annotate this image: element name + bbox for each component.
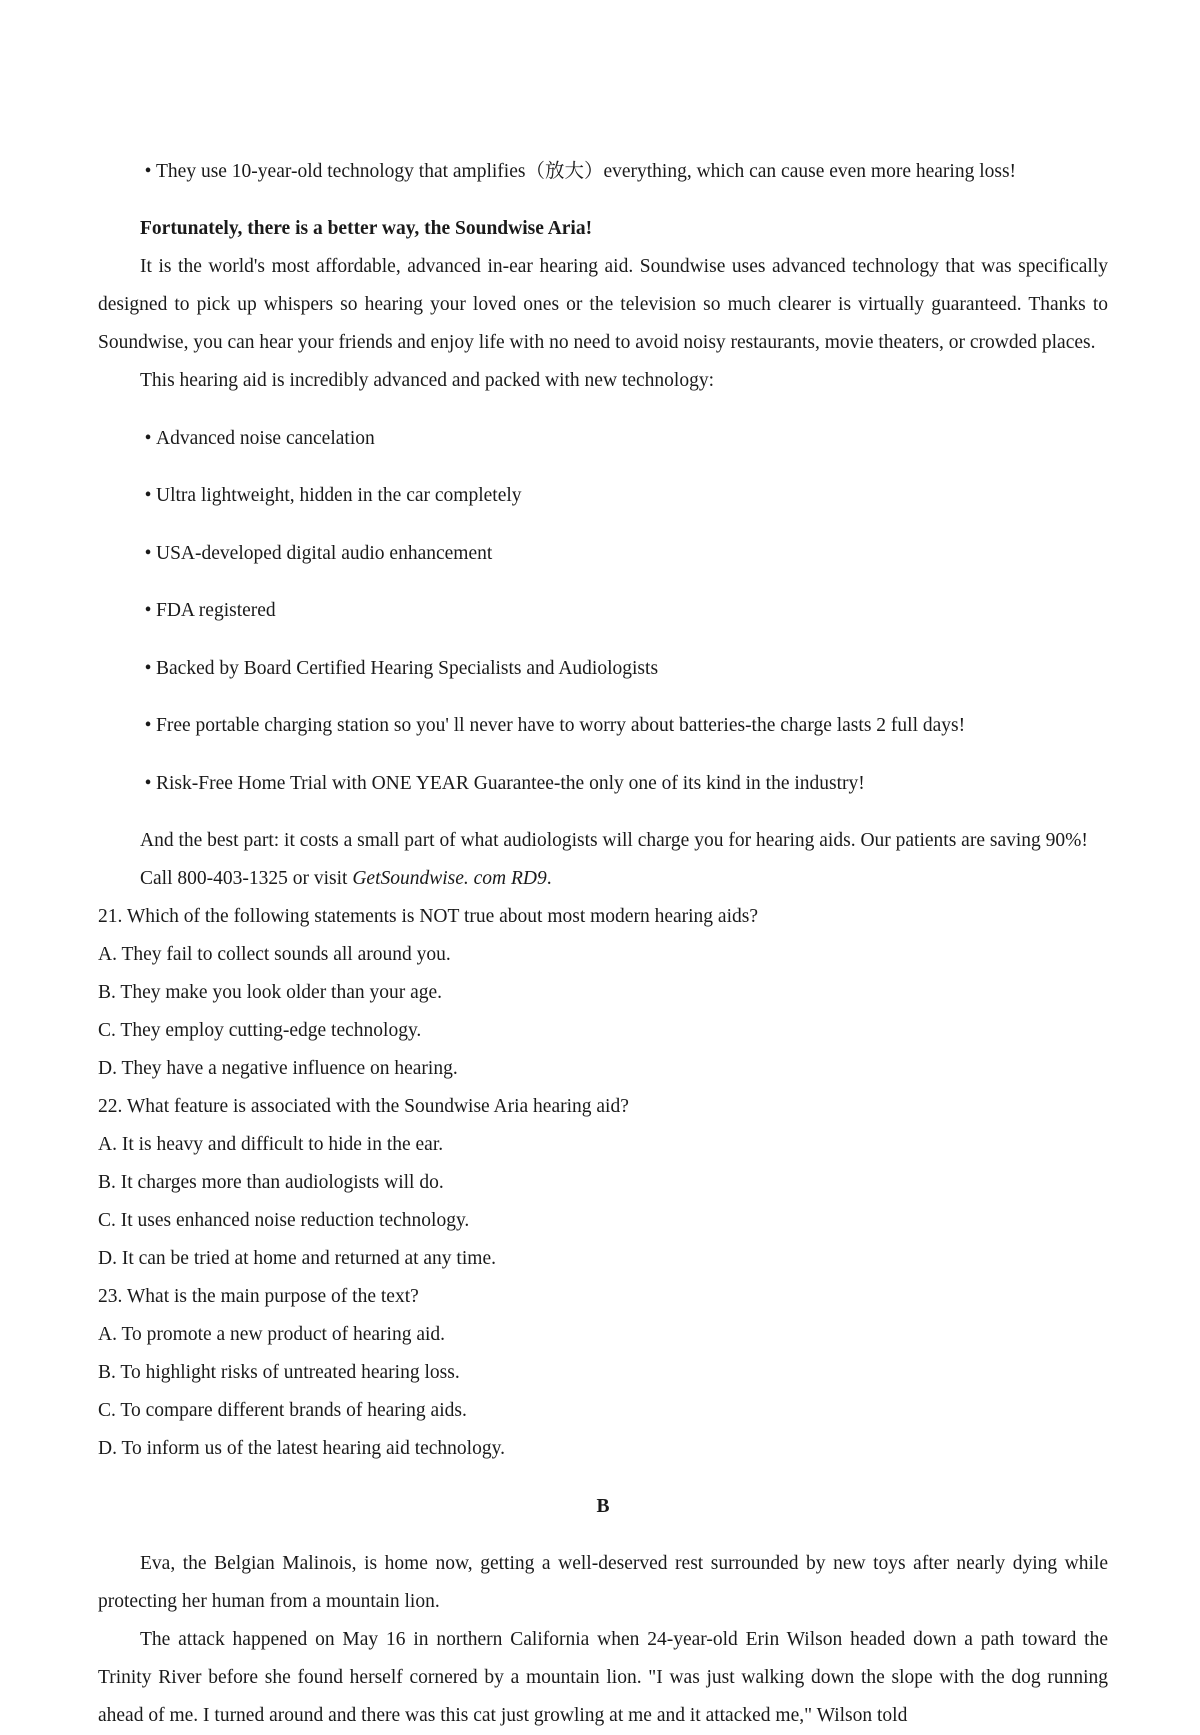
question-21	[98, 898, 1108, 1088]
answer-option: D. It can be tried at home and returned at any time.	[98, 1248, 496, 1269]
feature-text: Free portable charging station so you' ll never have to worry about batteries-the charge lasts 2 full days!	[156, 715, 966, 736]
question-stem: 22. What feature is associated with the Soundwise Aria hearing aid?	[98, 1096, 629, 1117]
call-line	[98, 860, 1108, 898]
feature-list	[98, 420, 1108, 803]
feature-text: FDA registered	[156, 600, 276, 621]
bullet-icon: •	[144, 160, 152, 182]
feature-item	[98, 420, 1108, 458]
answer-option: B. It charges more than audiologists will do.	[98, 1172, 444, 1193]
answer-option: A. To promote a new product of hearing aid.	[98, 1324, 446, 1345]
feature-text: USA-developed digital audio enhancement	[156, 542, 493, 564]
answer-option: A. They fail to collect sounds all around you.	[98, 944, 451, 965]
answer-option: B. To highlight risks of untreated hearing loss.	[98, 1362, 460, 1383]
feature-text: Advanced noise cancelation	[156, 427, 375, 449]
call-prefix: Call 800-403-1325 or visit	[140, 868, 353, 889]
answer-option: A. It is heavy and difficult to hide in the ear.	[98, 1134, 444, 1155]
paragraph-2: And the best part: it costs a small part of what audiologists will charge you for hearing aids. Our patients are saving 90%!	[140, 830, 1088, 851]
bullet-icon: •	[144, 542, 152, 564]
question-23	[98, 1278, 1108, 1468]
feature-text: Ultra lightweight, hidden in the car completely	[156, 485, 522, 506]
section-b-paragraph: The attack happened on May 16 in northern California when 24-year-old Erin Wilson headed down a path toward the Trinity River before she found herself cornered by a mountain lion. "I was just walking down the slope with the dog running ahead of me. I turned around and there was this cat just growling at me and it attacked me," Wilson told	[98, 1629, 1108, 1726]
paragraph-1: It is the world's most affordable, advanced in-ear hearing aid. Soundwise uses advanced technology that was specifically designed to pick up whispers so hearing your loved ones or the television so much clearer is virtually guaranteed. Thanks to Soundwise, you can hear your friends and enjoy life with no need to avoid noisy restaurants, movie theaters, or crowded places.	[98, 256, 1108, 353]
feature-item	[98, 477, 1108, 515]
feature-item	[98, 765, 1108, 803]
bullet-icon: •	[144, 485, 152, 506]
bullet-icon: •	[144, 600, 152, 621]
answer-option: C. They employ cutting-edge technology.	[98, 1020, 422, 1041]
feature-text: Risk-Free Home Trial with ONE YEAR Guarantee-the only one of its kind in the industry!	[156, 772, 865, 794]
call-suffix: .	[546, 868, 552, 889]
bullet-icon: •	[144, 772, 152, 794]
bullet-icon: •	[144, 657, 152, 679]
headline: Fortunately, there is a better way, the Soundwise Aria!	[140, 218, 593, 239]
intro-bullet	[98, 153, 1108, 191]
feature-item	[98, 592, 1108, 630]
document-page	[98, 133, 1108, 1735]
question-22	[98, 1088, 1108, 1278]
question-stem: 21. Which of the following statements is NOT true about most modern hearing aids?	[98, 906, 758, 927]
features-intro: This hearing aid is incredibly advanced and packed with new technology:	[140, 370, 714, 391]
feature-item	[98, 650, 1108, 688]
bullet-icon: •	[144, 715, 152, 736]
feature-text: Backed by Board Certified Hearing Specialists and Audiologists	[156, 657, 659, 679]
answer-option: D. They have a negative influence on hearing.	[98, 1058, 458, 1079]
intro-bullet-text: They use 10-year-old technology that amplifies（放大）everything, which can cause even more hearing loss!	[156, 160, 1017, 182]
section-b-heading: B	[596, 1495, 610, 1517]
answer-option: C. To compare different brands of hearing aids.	[98, 1400, 467, 1421]
answer-option: D. To inform us of the latest hearing aid technology.	[98, 1438, 505, 1459]
section-b-paragraph: Eva, the Belgian Malinois, is home now, getting a well-deserved rest surrounded by new toys after nearly dying while protecting her human from a mountain lion.	[98, 1553, 1108, 1612]
bullet-icon: •	[144, 427, 152, 449]
feature-item	[98, 535, 1108, 573]
feature-item	[98, 707, 1108, 745]
website-link[interactable]: GetSoundwise. com RD9	[352, 868, 547, 889]
question-stem: 23. What is the main purpose of the text?	[98, 1286, 419, 1307]
answer-option: B. They make you look older than your age.	[98, 982, 443, 1003]
answer-option: C. It uses enhanced noise reduction technology.	[98, 1210, 470, 1231]
